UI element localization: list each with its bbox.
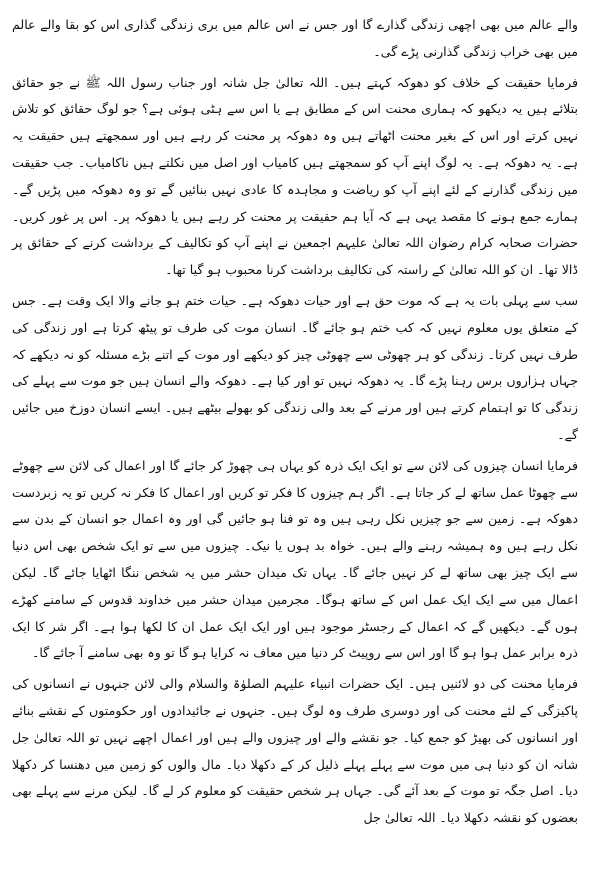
paragraph-deception-definition: فرمایا حقیقت کے خلاف کو دھوکہ کہتے ہیں۔ اللہ تعالیٰ جل شانہ اور جناب رسول اللہ ﷺ نے جو حقائق بتلائے ہیں یہ دیکھو کہ ہماری محنت اس کے مطابق ہے یا اس سے ہٹی ہوئی ہے؟ جو لوگ حقائق کو تلاش نہیں کرتے اور اس کے بغیر محنت اٹھاتے ہیں وہ دھوکہ پر محنت کر رہے ہیں اور سمجھتے ہیں حقیقت یہ ہے۔ یہ دھوکہ ہے۔ یہ لوگ اپنے آپ کو سمجھتے ہیں کامیاب اور اصل میں نکلتے ہیں ناکامیاب۔ جب حقیقت میں زندگی گذارنے کے لئے اپنے آپ کو ریاضت و مجاہدہ کا عادی نہیں بنائیں گے تو وہ دھوکہ میں پڑیں گے۔ ہمارے جمع ہونے کا مقصد یہی ہے کہ آیا ہم حقیقت پر محنت کر رہے ہیں یا دھوکہ پر۔ اس پر غور کریں۔ حضرات صحابہ کرام رضوان اللہ تعالیٰ علیہم اجمعین نے اپنے آپ کو تکالیف کے برداشت کرنے کے حقائق پر ڈالا تھا۔ ان کو اللہ تعالیٰ کے راستہ کی تکالیف برداشت کرنا محبوب ہو گیا تھا۔ (12, 74, 578, 278)
paragraph-death-is-truth: سب سے پہلی بات یہ ہے کہ موت حق ہے اور حیات دھوکہ ہے۔ حیات ختم ہو جانے والا ایک وقت ہے۔ جس کے متعلق یوں معلوم نہیں کہ کب ختم ہو جائے گا۔ انسان موت کی طرف تو پیٹھ کرتا ہے اور زندگی کی طرف نہیں کرتا۔ زندگی کو ہر چھوٹی سے چھوٹی چیز کو دیکھے اور موت کے اتنے بڑے مسئلہ کو نہ دیکھے کہ جہاں ہزاروں برس رہنا پڑے گا۔ یہ دھوکہ نہیں تو اور کیا ہے۔ دھوکہ والے انسان ہیں جو موت سے پہلے کی زندگی کا تو اہتمام کرتے ہیں اور مرنے کے بعد والی زندگی کو بھولے بیٹھے ہیں۔ ایسے انسان دوزخ میں جائیں گے۔ (12, 292, 578, 442)
paragraph-continuation: والے عالم میں بھی اچھی زندگی گذارے گا اور جس نے اس عالم میں بری زندگی گذاری اس کو بقا والے عالم میں بھی خراب زندگی گذارنی پڑے گی۔ (12, 17, 578, 59)
paragraph-two-lines-of-effort: فرمایا محنت کی دو لائنیں ہیں۔ ایک حضرات انبیاء علیہم الصلوٰۃ والسلام والی لائن جنہوں نے انسانوں کی پاکیزگی کے لئے محنت کی اور دوسری طرف وہ لوگ ہیں۔ جنہوں نے جائیدادوں اور حکومتوں کے نقشے بنائے اور انسانوں کی بھیڑ کو جمع کیا۔ جو نقشے والے اور چیزوں والے ہیں اور اعمال اچھے نہیں تو اللہ تعالیٰ جل شانہ ان کو دنیا ہی میں موت سے پہلے پہلے ذلیل کر کے دکھلا دیا۔ مال والوں کو زمین میں دھنسا کر دکھلا دیا۔ اصل جگہ تو موت کے بعد آئے گی۔ جہاں ہر شخص حقیقت کو معلوم کر لے گا۔ لیکن مرنے سے پہلے بھی بعضوں کو نقشہ دکھلا دیا۔ اللہ تعالیٰ جل (12, 676, 578, 826)
paragraph-deeds-line: فرمایا انسان چیزوں کی لائن سے تو ایک ایک ذرہ کو یہاں ہی چھوڑ کر جائے گا اور اعمال کی لائن سے چھوٹے سے چھوٹا عمل ساتھ لے کر جاتا ہے۔ اگر ہم چیزوں کا فکر تو کریں اور اعمال کا فکر نہ کریں تو یہ زبردست دھوکہ ہے۔ زمین سے جو چیزیں نکل رہی ہیں وہ تو فنا ہو جائیں گی اور وہ اعمال جو انسان کے بدن سے نکل رہے ہیں وہ ہمیشہ رہنے والے ہیں۔ خواہ بد ہوں یا نیک۔ چیزوں میں سے تو ایک شخص بھی اس دنیا سے ایک چیز بھی ساتھ لے کر نہیں جائے گا۔ یہاں تک میدان حشر میں یہ شخص ننگا اٹھایا جائے گا۔ لیکن اعمال میں سے ایک ایک عمل اس کے ساتھ ہوگا۔ مجرمین میدان حشر میں خداوند قدوس کے سامنے کھڑے ہوں گے۔ دیکھیں گے کہ اعمال کے رجسٹر موجود ہیں اور ایک ایک عمل ان کا لکھا ہوا ہے۔ اگر شر کا ایک ذرہ برابر عمل ہوا ہو گا اور اس سے روپیٹ کر دنیا میں معاف نہ کرایا ہو گا تو وہ بھی سامنے آ جائے گا۔ (12, 457, 578, 661)
